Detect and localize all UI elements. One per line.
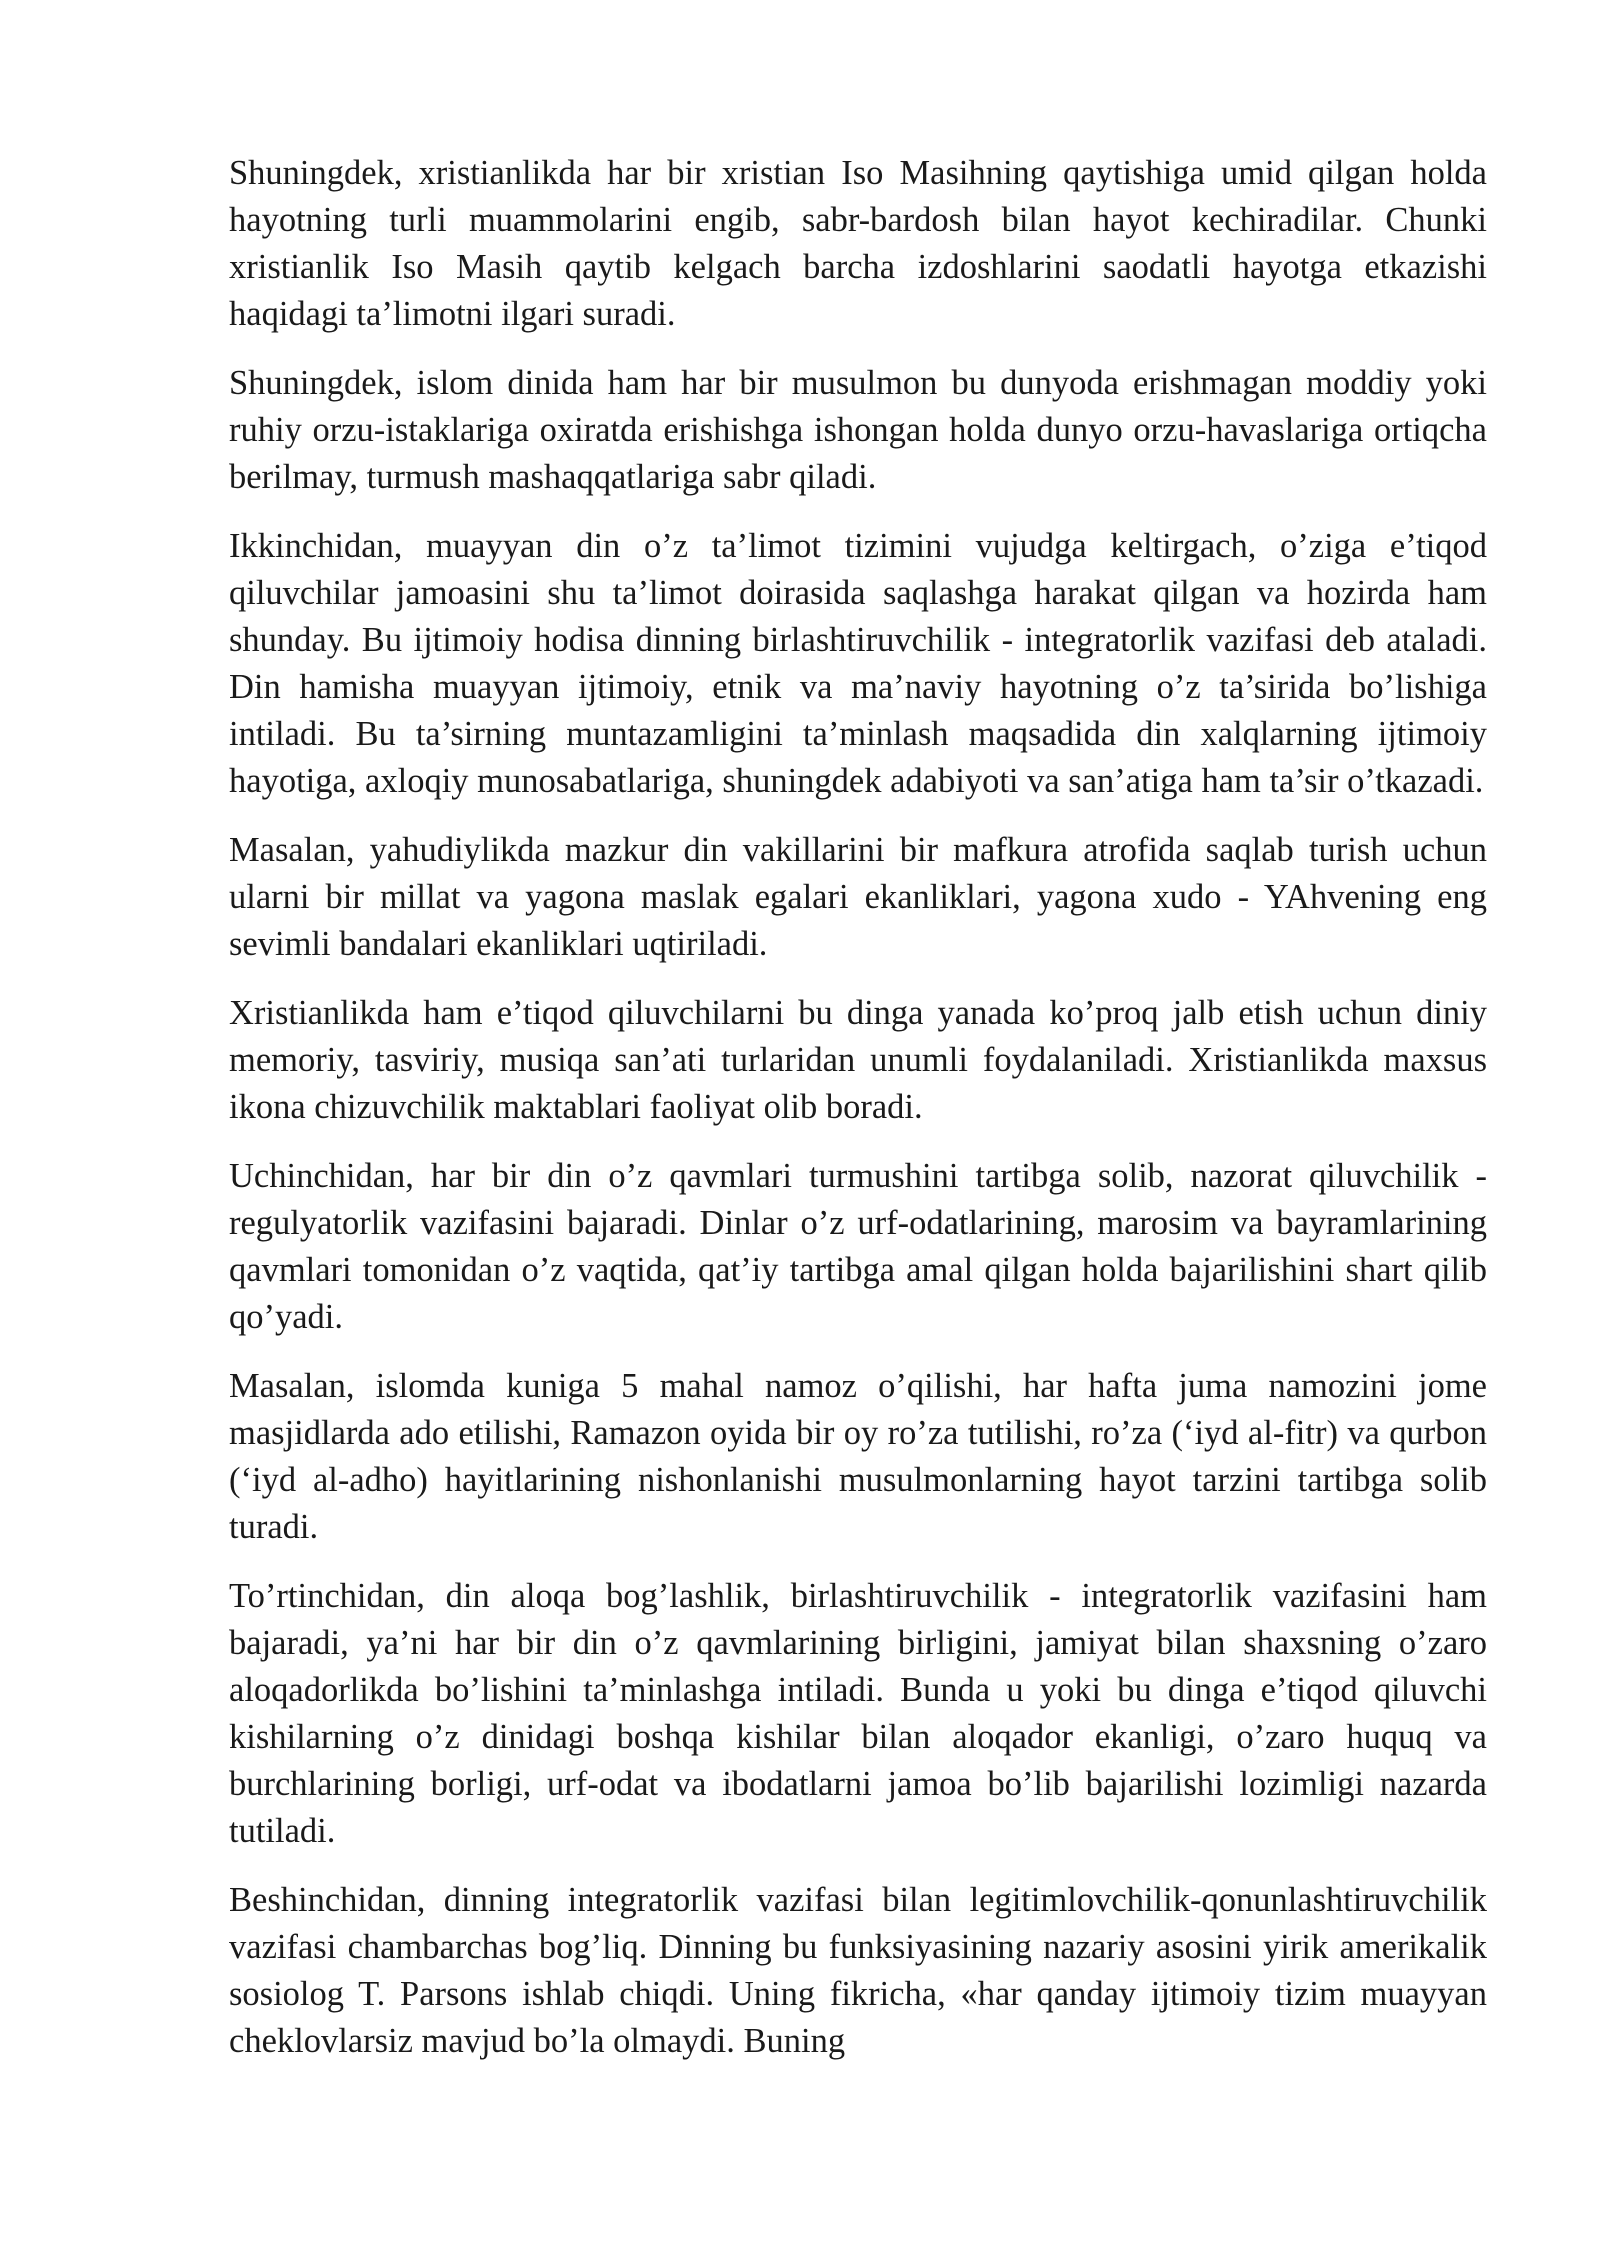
paragraph: Beshinchidan, dinning integratorlik vazifasi bilan legitimlovchilik-qonunlashtiruvchilik vazifasi chambarchas bog’liq. Dinning bu funksiyasining nazariy asosini yirik amerikalik sosiolog T. Parsons ishlab chiqdi. Uning fikricha, «har qanday ijtimoiy tizim muayyan cheklovlarsiz mavjud bo’la olmaydi. Buning — [229, 1881, 1487, 2060]
paragraph: Xristianlikda ham e’tiqod qiluvchilarni bu dinga yanada ko’proq jalb etish uchun diniy memoriy, tasviriy, musiqa san’ati turlaridan unumli foydalaniladi. Xristianlikda maxsus ikona chizuvchilik maktablari faoliyat olib boradi. — [229, 994, 1487, 1126]
document-page — [229, 150, 1487, 2065]
paragraph: Ikkinchidan, muayyan din o’z ta’limot tizimini vujudga keltirgach, o’ziga e’tiqod qiluvchilar jamoasini shu ta’limot doirasida saqlashga harakat qilgan va hozirda ham shunday. Bu ijtimoiy hodisa dinning birlashtiruvchilik - integratorlik vazifasi deb ataladi. Din hamisha muayyan ijtimoiy, etnik va ma’naviy hayotning o’z ta’sirida bo’lishiga intiladi. Bu ta’sirning muntazamligini ta’minlash maqsadida din xalqlarning ijtimoiy hayotiga, axloqiy munosabatlariga, shuningdek adabiyoti va san’atiga ham ta’sir o’tkazadi. — [229, 527, 1487, 800]
paragraph: Masalan, yahudiylikda mazkur din vakillarini bir mafkura atrofida saqlab turish uchun ularni bir millat va yagona maslak egalari ekanliklari, yagona xudo - YAhvening eng sevimli bandalari ekanliklari uqtiriladi. — [229, 831, 1487, 963]
paragraph: Uchinchidan, har bir din o’z qavmlari turmushini tartibga solib, nazorat qiluvchilik - regulyatorlik vazifasini bajaradi. Dinlar o’z urf-odatlarining, marosim va bayramlarining qavmlari tomonidan o’z vaqtida, qat’iy tartibga amal qilgan holda bajarilishini shart qilib qo’yadi. — [229, 1157, 1487, 1336]
paragraph: To’rtinchidan, din aloqa bog’lashlik, birlashtiruvchilik - integratorlik vazifasini ham bajaradi, ya’ni har bir din o’z qavmlarining birligini, jamiyat bilan shaxsning o’zaro aloqadorlikda bo’lishini ta’minlashga intiladi. Bunda u yoki bu dinga e’tiqod qiluvchi kishilarning o’z dinidagi boshqa kishilar bilan aloqador ekanligi, o’zaro huquq va burchlarining borligi, urf-odat va ibodatlarni jamoa bo’lib bajarilishi lozimligi nazarda tutiladi. — [229, 1577, 1487, 1850]
paragraph: Shuningdek, xristianlikda har bir xristian Iso Masihning qaytishiga umid qilgan holda hayotning turli muammolarini engib, sabr-bardosh bilan hayot kechiradilar. Chunki xristianlik Iso Masih qaytib kelgach barcha izdoshlarini saodatli hayotga etkazishi haqidagi ta’limotni ilgari suradi. — [229, 154, 1487, 333]
paragraph: Masalan, islomda kuniga 5 mahal namoz o’qilishi, har hafta juma namozini jome masjidlarda ado etilishi, Ramazon oyida bir oy ro’za tutilishi, ro’za (‘iyd al-fitr) va qurbon (‘iyd al-adho) hayitlarining nishonlanishi musulmonlarning hayot tarzini tartibga solib turadi. — [229, 1367, 1487, 1546]
paragraph: Shuningdek, islom dinida ham har bir musulmon bu dunyoda erishmagan moddiy yoki ruhiy orzu-istaklariga oxiratda erishishga ishongan holda dunyo orzu-havaslariga ortiqcha berilmay, turmush mashaqqatlariga sabr qiladi. — [229, 364, 1487, 496]
